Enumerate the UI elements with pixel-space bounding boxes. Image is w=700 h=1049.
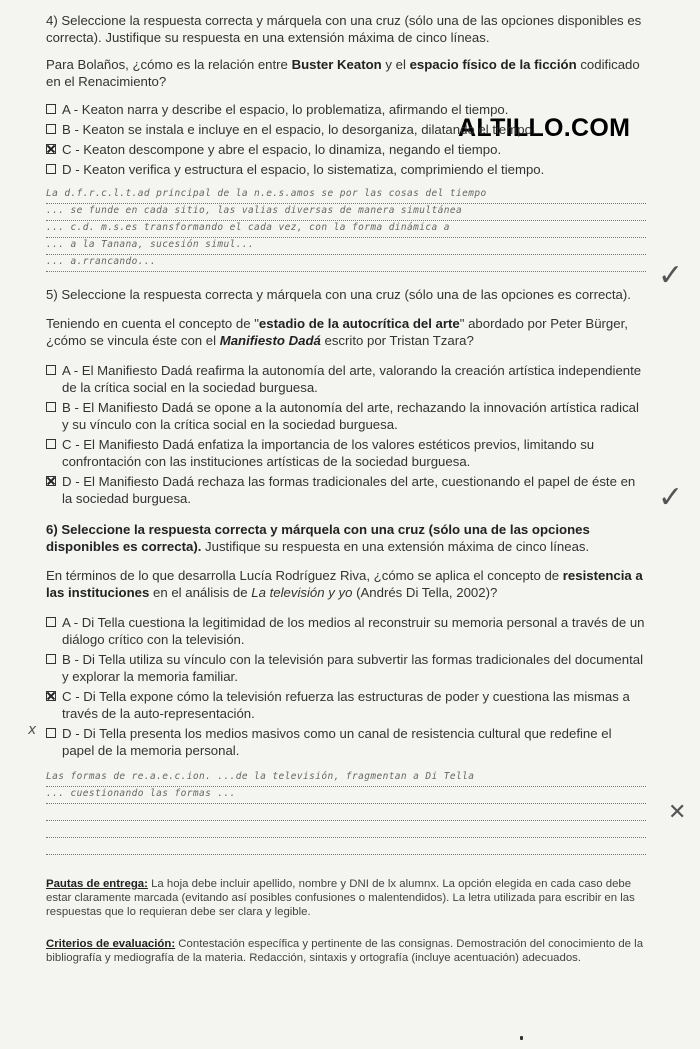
checkbox[interactable] <box>46 365 56 375</box>
cross-mark-icon: ✕ <box>668 800 687 825</box>
altillo-logo: ALTILLO.COM <box>458 114 631 142</box>
answer-line <box>46 805 646 821</box>
q5-option-c[interactable]: C - El Manifiesto Dadá enfatiza la importancia de los valores estéticos previos, limitando su confrontación con las instituciones artísticas de la sociedad burguesa. <box>46 436 646 470</box>
q6-option-b[interactable]: B - Di Tella utiliza su vínculo con la televisión para subvertir las formas tradicionales del documental y explorar la memoria familiar. <box>46 651 646 685</box>
q5-option-b[interactable]: B - El Manifiesto Dadá se opone a la autonomía del arte, rechazando la innovación artística radical y su vínculo con la crítica social en la sociedad burguesa. <box>46 399 646 433</box>
criterios-de-evaluacion: Criterios de evaluación: Contestación específica y pertinente de las consignas. Demostración del conocimiento de la bibliografía y mediografía de la materia. Redacción, sintaxis y ortografía (incluye acentuación) adecuados. <box>46 938 644 964</box>
handwritten-answer: La d.f.r.c.l.t.ad principal de la n.e.s.amos se por las cosas del tiempo <box>46 188 487 199</box>
answer-line <box>46 822 646 838</box>
stray-mark <box>520 1036 523 1040</box>
handwritten-answer: ... se funde en cada sitio, las valias diversas de manera simultánea <box>46 205 463 216</box>
q5-option-a[interactable]: A - El Manifiesto Dadá reafirma la autonomía del arte, valorando la creación artística independiente de la crítica social en la sociedad burguesa. <box>46 362 646 396</box>
checkbox-checked[interactable] <box>46 144 56 154</box>
q5-question: Teniendo en cuenta el concepto de "estadio de la autocrítica del arte" abordado por Peter Bürger, ¿cómo se vincula éste con el Manifiesto Dadá escrito por Tristan Tzara? <box>46 316 628 348</box>
q6-option-c[interactable]: C - Di Tella expone cómo la televisión refuerza las estructuras de poder y cuestiona las mismas a través de la auto-representación. <box>46 688 646 722</box>
q6-instruction: 6) Seleccione la respuesta correcta y márquela con una cruz (sólo una de las opciones disponibles es correcta). Justifique su respuesta en una extensión máxima de cinco líneas. <box>46 522 590 554</box>
q5-option-d[interactable]: D - El Manifiesto Dadá rechaza las formas tradicionales del arte, cuestionando el papel de éste en la sociedad burguesa. <box>46 473 646 507</box>
answer-line <box>46 256 646 272</box>
checkbox[interactable] <box>46 654 56 664</box>
checkbox[interactable] <box>46 617 56 627</box>
checkbox-checked[interactable] <box>46 691 56 701</box>
handwritten-answer: ... a.rrancando... <box>46 256 157 267</box>
handwritten-answer: ... a la Tanana, sucesión simul... <box>46 239 255 250</box>
question-5 <box>46 286 646 507</box>
checkbox[interactable] <box>46 124 56 134</box>
pautas-de-entrega: Pautas de entrega: La hoja debe incluir apellido, nombre y DNI de lx alumnx. La opción elegida en cada caso debe estar claramente marcada (evitando así posibles confusiones o malentendidos). La letra utilizada para escribir en las respuestas que lo requieran debe ser clara y legible. <box>46 878 635 918</box>
checkbox[interactable] <box>46 439 56 449</box>
checkbox[interactable] <box>46 728 56 738</box>
exam-page <box>46 12 646 965</box>
answer-line <box>46 839 646 855</box>
q5-instruction: 5) Seleccione la respuesta correcta y márquela con una cruz (sólo una de las opciones es correcta). <box>46 287 631 302</box>
checkbox-checked[interactable] <box>46 476 56 486</box>
checkbox[interactable] <box>46 402 56 412</box>
answer-line <box>46 788 646 804</box>
q6-option-a[interactable]: A - Di Tella cuestiona la legitimidad de los medios al reconstruir su memoria personal a través de un diálogo crítico con la televisión. <box>46 614 646 648</box>
checkmark-icon: ✓ <box>658 258 684 293</box>
checkbox[interactable] <box>46 104 56 114</box>
footer <box>46 877 646 965</box>
q4-option-c[interactable]: C - Keaton descompone y abre el espacio, lo dinamiza, negando el tiempo. <box>46 141 646 158</box>
checkbox[interactable] <box>46 164 56 174</box>
q4-option-d[interactable]: D - Keaton verifica y estructura el espacio, lo sistematiza, comprimiendo el tiempo. <box>46 161 646 178</box>
question-6 <box>46 521 646 855</box>
handwritten-answer: Las formas de re.a.e.c.ion. ...de la televisión, fragmentan a Di Tella <box>46 771 475 782</box>
q4-answer-lines <box>46 188 646 272</box>
q4-option-a[interactable]: A - Keaton narra y describe el espacio, lo problematiza, afirmando el tiempo. <box>46 101 646 118</box>
q4-question: Para Bolaños, ¿cómo es la relación entre Buster Keaton y el espacio físico de la ficción codificado en el Renacimiento? <box>46 57 640 89</box>
question-4 <box>46 12 646 272</box>
q4-instruction: 4) Seleccione la respuesta correcta y márquela con una cruz (sólo una de las opciones disponibles es correcta). Justifique su respuesta en una extensión máxima de cinco líneas. <box>46 13 642 45</box>
q4-option-b[interactable]: B - Keaton se instala e incluye en el espacio, lo desorganiza, dilatando el tiempo. <box>46 121 646 138</box>
x-mark-icon: x <box>28 722 37 738</box>
q6-option-d[interactable]: D - Di Tella presenta los medios masivos como un canal de resistencia cultural que redefine el papel de la memoria personal. <box>46 725 646 759</box>
handwritten-answer: ... cuestionando las formas ... <box>46 788 236 799</box>
q6-question: En términos de lo que desarrolla Lucía Rodríguez Riva, ¿cómo se aplica el concepto de resistencia a las instituciones en el análisis de La televisión y yo (Andrés Di Tella, 2002)? <box>46 568 643 600</box>
handwritten-answer: ... c.d. m.s.es transformando el cada vez, con la forma dinámica a <box>46 222 450 233</box>
checkmark-icon: ✓ <box>658 480 684 515</box>
q6-answer-lines <box>46 771 646 855</box>
